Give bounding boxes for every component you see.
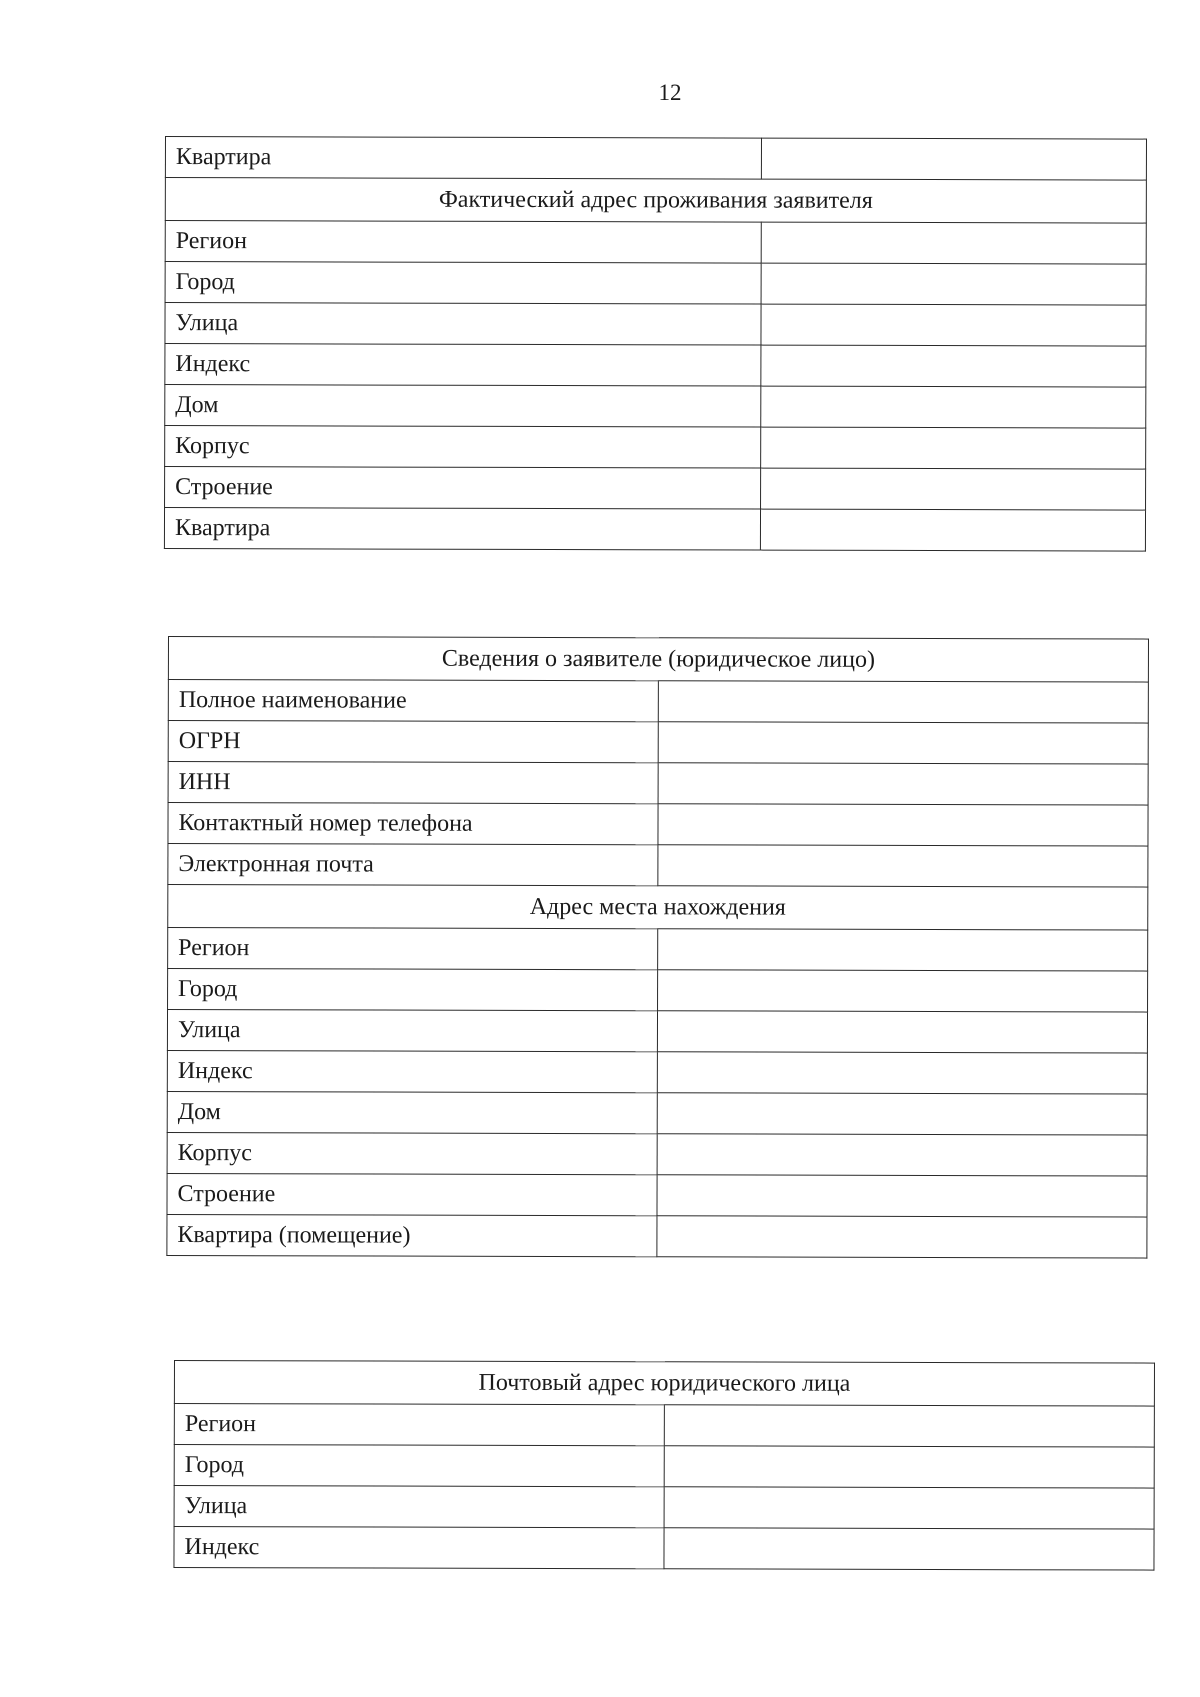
section-title: Фактический адрес проживания заявителя <box>165 178 1146 224</box>
field-value[interactable] <box>658 970 1148 1012</box>
table-row <box>168 969 1148 1013</box>
table-row <box>168 803 1148 847</box>
table-row <box>164 508 1145 552</box>
field-label: Улица <box>167 1010 657 1052</box>
field-label: Квартира (помещение) <box>167 1214 657 1256</box>
field-value[interactable] <box>658 845 1148 887</box>
section-header-row <box>165 178 1146 224</box>
field-value[interactable] <box>658 804 1148 846</box>
field-value[interactable] <box>761 222 1146 264</box>
section-title: Почтовый адрес юридического лица <box>174 1361 1154 1407</box>
field-value[interactable] <box>664 1405 1154 1447</box>
section-header-row <box>168 637 1148 683</box>
field-value[interactable] <box>657 1216 1147 1258</box>
field-label: Строение <box>167 1173 657 1215</box>
field-label: Индекс <box>174 1527 664 1569</box>
table-row <box>167 1173 1147 1217</box>
field-value[interactable] <box>657 1011 1147 1053</box>
table-row <box>167 1050 1147 1094</box>
field-label: Улица <box>165 303 761 346</box>
field-label: Строение <box>165 467 761 510</box>
field-value[interactable] <box>658 681 1148 723</box>
field-value[interactable] <box>761 427 1146 469</box>
field-value[interactable] <box>657 1134 1147 1176</box>
field-value[interactable] <box>761 138 1146 180</box>
legal-entity-info-table <box>166 636 1149 1259</box>
table-row <box>165 385 1146 429</box>
section-header-row <box>168 885 1148 931</box>
field-label: Корпус <box>165 426 761 469</box>
table-row <box>168 721 1148 765</box>
table-row <box>165 137 1146 181</box>
table-row <box>174 1486 1154 1530</box>
field-label: Город <box>165 262 761 305</box>
field-value[interactable] <box>657 1175 1147 1217</box>
field-label: Полное наименование <box>168 680 658 722</box>
section-header-row <box>174 1361 1154 1407</box>
field-value[interactable] <box>658 722 1148 764</box>
field-value[interactable] <box>760 509 1145 551</box>
subsection-title: Адрес места нахождения <box>168 885 1148 931</box>
table-row <box>167 1214 1147 1258</box>
table-row <box>165 467 1146 511</box>
table-row <box>174 1404 1154 1448</box>
field-label: Регион <box>174 1404 664 1446</box>
field-value[interactable] <box>761 345 1146 387</box>
table-row <box>167 1132 1147 1176</box>
field-label: Город <box>174 1445 664 1487</box>
field-value[interactable] <box>761 386 1146 428</box>
page-number: 12 <box>658 80 682 105</box>
field-label: ИНН <box>168 762 658 804</box>
field-value[interactable] <box>761 468 1146 510</box>
field-label: Регион <box>168 928 658 970</box>
table-row <box>165 426 1146 470</box>
section-title: Сведения о заявителе (юридическое лицо) <box>168 637 1148 683</box>
field-label: Контактный номер телефона <box>168 803 658 845</box>
field-label: Дом <box>167 1091 657 1133</box>
field-value[interactable] <box>664 1446 1154 1488</box>
table-row <box>168 928 1148 972</box>
field-label: Индекс <box>167 1050 657 1092</box>
table-row <box>168 762 1148 806</box>
table-row <box>174 1527 1154 1571</box>
table-row <box>165 344 1146 388</box>
table-row <box>167 1010 1147 1054</box>
table-row <box>168 680 1148 724</box>
field-value[interactable] <box>658 763 1148 805</box>
field-label: ОГРН <box>168 721 658 763</box>
table-row <box>165 303 1146 347</box>
field-label: Улица <box>174 1486 664 1528</box>
field-value[interactable] <box>657 1093 1147 1135</box>
field-value[interactable] <box>658 929 1148 971</box>
postal-address-table <box>173 1360 1155 1571</box>
field-label: Город <box>168 969 658 1011</box>
field-label: Электронная почта <box>168 844 658 886</box>
field-label: Индекс <box>165 344 761 387</box>
field-label: Квартира <box>164 508 760 551</box>
field-value[interactable] <box>657 1052 1147 1094</box>
field-value[interactable] <box>664 1528 1154 1570</box>
field-value[interactable] <box>761 304 1146 346</box>
field-label: Дом <box>165 385 761 428</box>
table-row <box>165 262 1146 306</box>
field-value[interactable] <box>761 263 1146 305</box>
table-row <box>168 844 1148 888</box>
field-label: Квартира <box>165 137 761 180</box>
field-label: Корпус <box>167 1132 657 1174</box>
table-row <box>165 221 1146 265</box>
field-label: Регион <box>165 221 761 264</box>
table-row <box>174 1445 1154 1489</box>
table-row <box>167 1091 1147 1135</box>
field-value[interactable] <box>664 1487 1154 1529</box>
residence-address-table <box>164 136 1147 552</box>
